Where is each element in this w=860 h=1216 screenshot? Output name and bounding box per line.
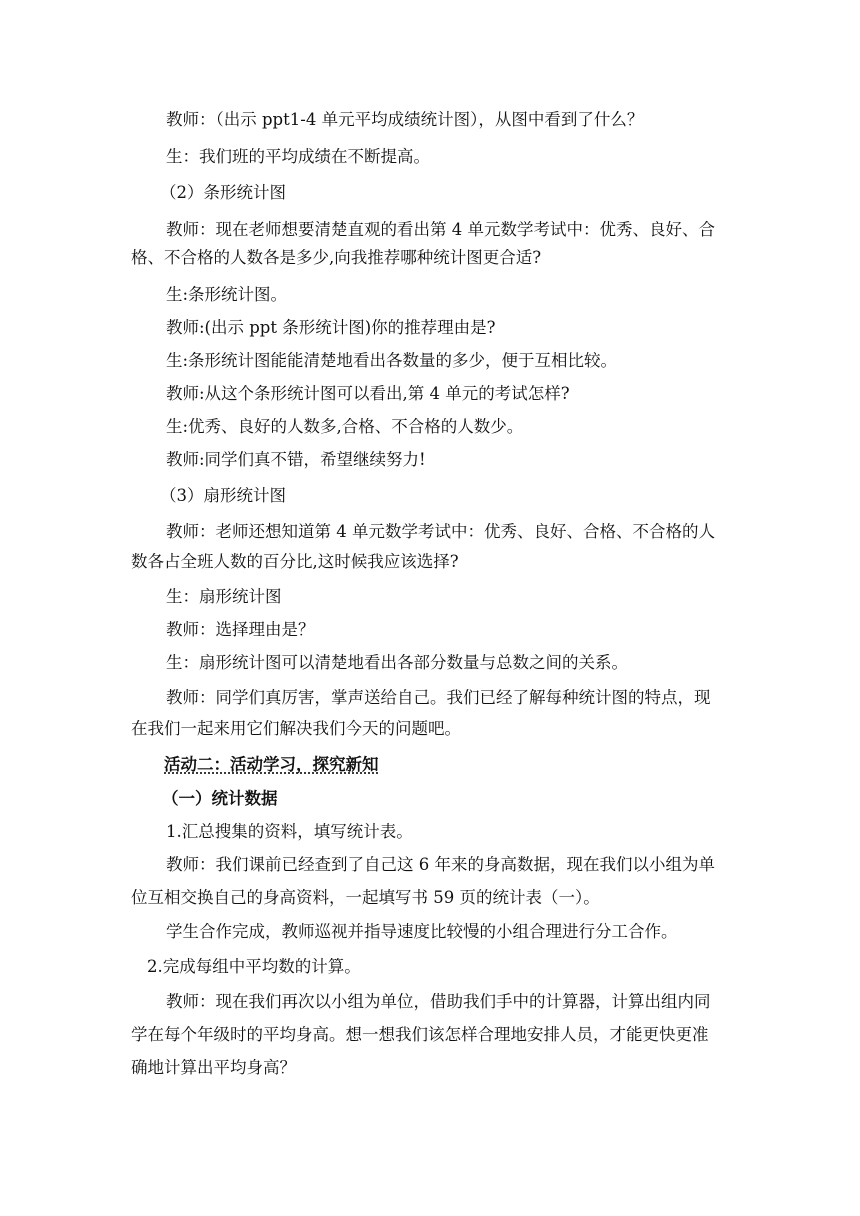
paragraph-line: 教师:同学们真不错，希望继续努力!	[166, 450, 426, 469]
paragraph-line: 教师：（出示 ppt1-4 单元平均成绩统计图），从图中看到了什么？	[166, 110, 644, 129]
paragraph-line: 数各占全班人数的百分比,这时候我应该选择?	[131, 552, 459, 571]
paragraph-line: 教师:(出示 ppt 条形统计图)你的推荐理由是?	[166, 318, 496, 337]
paragraph-line: 教师:从这个条形统计图可以看出,第 4 单元的考试怎样?	[166, 384, 570, 403]
paragraph-line: 在我们一起来用它们解决我们今天的问题吧。	[131, 719, 461, 738]
section-heading: （2）条形统计图	[160, 183, 286, 202]
paragraph-line: 生：扇形统计图	[166, 587, 282, 606]
paragraph-line: 1.汇总搜集的资料，填写统计表。	[166, 822, 413, 841]
subsection-heading: （一）统计数据	[162, 789, 278, 808]
paragraph-line: 学生合作完成，教师巡视并指导速度比较慢的小组合理进行分工合作。	[166, 922, 678, 941]
numbered-item: 2.完成每组中平均数的计算。	[147, 957, 361, 976]
paragraph-line: 教师：现在老师想要清楚直观的看出第 4 单元数学考试中：优秀、良好、合	[166, 220, 715, 239]
paragraph-line: 位互相交换自己的身高资料，一起填写书 59 页的统计表（一）。	[131, 888, 600, 907]
section-heading: （3）扇形统计图	[160, 486, 286, 505]
paragraph-line: 教师：现在我们再次以小组为单位，借助我们手中的计算器，计算出组内同	[166, 992, 711, 1011]
paragraph-line: 生：扇形统计图可以清楚地看出各部分数量与总数之间的关系。	[166, 653, 628, 672]
paragraph-line: 生：我们班的平均成绩在不断提高。	[166, 147, 430, 166]
paragraph-line: 教师：我们课前已经查到了自己这 6 年来的身高数据，现在我们以小组为单	[166, 855, 715, 874]
paragraph-line: 确地计算出平均身高？	[131, 1058, 296, 1077]
activity-heading: 活动二：活动学习，探究新知	[164, 755, 379, 774]
paragraph-line: 教师：老师还想知道第 4 单元数学考试中：优秀、良好、合格、不合格的人	[166, 522, 715, 541]
paragraph-line: 学在每个年级时的平均身高。想一想我们该怎样合理地安排人员，才能更快更准	[131, 1025, 709, 1044]
paragraph-line: 教师：同学们真厉害，掌声送给自己。我们已经了解每种统计图的特点，现	[166, 688, 711, 707]
paragraph-line: 教师：选择理由是？	[166, 620, 315, 639]
paragraph-line: 生:条形统计图能能清楚地看出各数量的多少，便于互相比较。	[166, 351, 618, 370]
paragraph-line: 生:条形统计图。	[166, 285, 288, 304]
paragraph-line: 格、不合格的人数各是多少,向我推荐哪种统计图更合适?	[131, 248, 542, 267]
paragraph-line: 生:优秀、良好的人数多,合格、不合格的人数少。	[166, 417, 524, 436]
